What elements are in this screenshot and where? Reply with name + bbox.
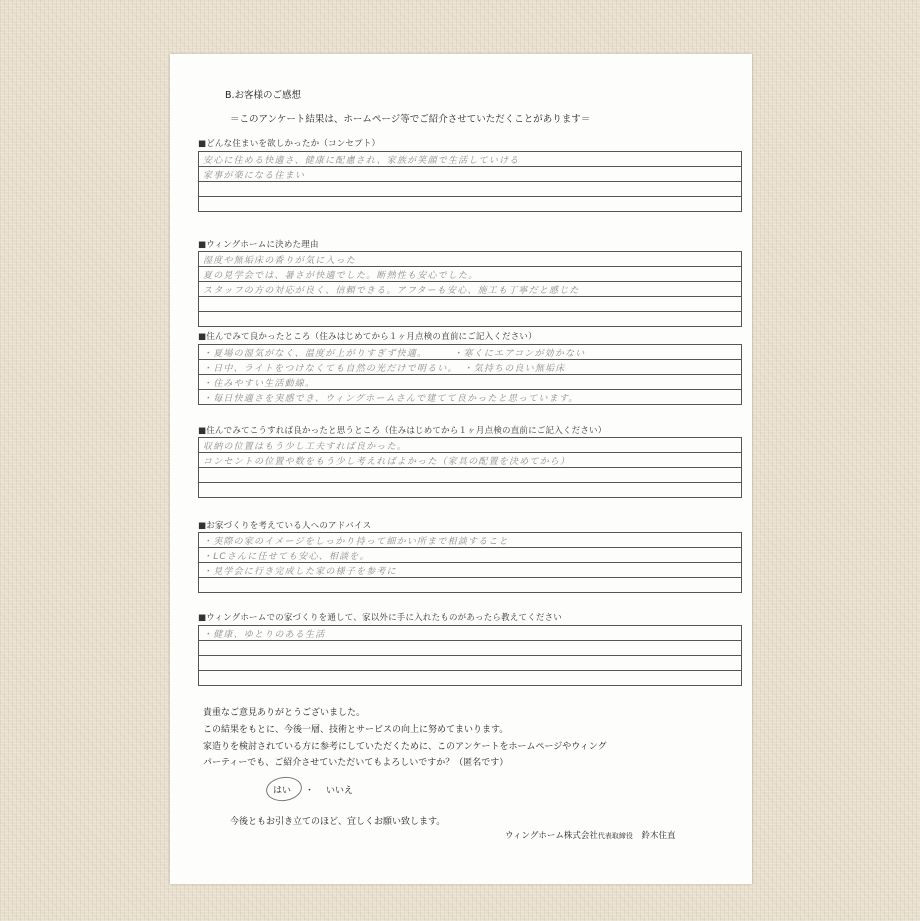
representative-title: 代表取締役 xyxy=(597,832,633,840)
consent-yes: はい xyxy=(273,786,292,796)
handwritten-answer: 夏の見学会では、暑さが快適でした。断熱性も安心でした。 xyxy=(203,271,479,281)
answer-box-improvements xyxy=(198,437,742,498)
handwritten-answer: ・見学会に行き完成した家の様子を参考に xyxy=(203,567,397,577)
question-concept: ■どんな住まいを欲しかったか（コンセプト） xyxy=(198,139,381,149)
question-reason: ■ウィングホームに決めた理由 xyxy=(198,240,319,250)
notice-text: ＝このアンケート結果は、ホームページ等でご紹介させていただくことがあります＝ xyxy=(230,114,591,125)
section-heading: B.お客様のご感想 xyxy=(225,90,302,101)
answer-line xyxy=(199,671,741,686)
company-name: ウィングホーム株式会社 xyxy=(505,831,598,841)
handwritten-answer: ・日中、ライトをつけなくても自然の光だけで明るい。 ・気持ちの良い無垢床 xyxy=(203,364,566,374)
answer-line xyxy=(199,182,741,197)
handwritten-answer: ・夏場の湿気がなく、温度が上がりすぎず快適。 ・寒くにエアコンが効かない xyxy=(203,349,586,359)
answer-line xyxy=(199,297,741,312)
answer-line xyxy=(199,641,741,656)
answer-line xyxy=(199,197,741,212)
answer-line xyxy=(199,360,741,375)
question-improvements: ■住んでみてこうすれば良かったと思うところ（住みはじめてから１ヶ月点検の直前にご記入ください） xyxy=(198,426,607,436)
question-good-points: ■住んでみて良かったところ（住みはじめてから１ヶ月点検の直前にご記入ください） xyxy=(198,332,537,342)
closing-line-2: この結果をもとに、今後一層、技術とサービスの向上に努めてまいります。 xyxy=(203,725,509,735)
handwritten-answer: ・住みやすい生活動線。 xyxy=(203,379,316,389)
representative-name: 鈴木住直 xyxy=(641,831,676,841)
answer-box-reason xyxy=(198,251,742,327)
answer-line xyxy=(199,483,741,498)
consent-separator: ・ xyxy=(305,786,315,796)
answer-line xyxy=(199,563,741,578)
handwritten-answer: コンセントの位置や数をもう少し考えればよかった（家具の配置を決めてから） xyxy=(203,457,571,467)
closing-line-4: パーティーでも、ご紹介させていただいてもよろしいですか？（匿名です） xyxy=(203,758,509,768)
answer-line xyxy=(199,548,741,563)
answer-line xyxy=(199,152,741,167)
answer-line xyxy=(199,468,741,483)
closing-line-3: 家造りを検討されている方に参考にしていただくために、このアンケートをホームページやウィング xyxy=(203,742,607,752)
handwritten-answer: ・LCさんに任せても安心、相談を。 xyxy=(203,552,370,562)
handwritten-answer: ・健康、ゆとりのある生活 xyxy=(203,630,326,640)
answer-line xyxy=(199,656,741,671)
answer-line xyxy=(199,267,741,282)
survey-sheet xyxy=(170,54,752,884)
closing-line-1: 貴重なご意見ありがとうございました。 xyxy=(203,708,366,718)
handwritten-answer: 湿度や無垢床の香りが気に入った xyxy=(203,256,357,266)
handwritten-answer: 収納の位置はもう少し工夫すれば良かった。 xyxy=(203,442,408,452)
answer-line xyxy=(199,312,741,327)
answer-box-concept xyxy=(198,151,742,212)
company-signature xyxy=(505,829,676,841)
farewell-text: 今後ともお引き立てのほど、宜しくお願い致します。 xyxy=(230,817,446,827)
consent-no: いいえ xyxy=(326,786,354,796)
answer-line xyxy=(199,167,741,182)
answer-line xyxy=(199,390,741,405)
answer-box-good-points xyxy=(198,344,742,405)
answer-line xyxy=(199,626,741,641)
answer-line xyxy=(199,453,741,468)
answer-line xyxy=(199,438,741,453)
handwritten-answer: 安心に住める快適さ、健康に配慮され、家族が笑顔で生活していける xyxy=(203,156,520,166)
question-advice: ■お家づくりを考えている人へのアドバイス xyxy=(198,521,372,531)
answer-line xyxy=(199,282,741,297)
answer-line xyxy=(199,375,741,390)
handwritten-answer: スタッフの方の対応が良く、信頼できる。アフターも安心、施工も丁寧だと感じた xyxy=(203,286,580,296)
question-gained: ■ウィングホームでの家づくりを通して、家以外に手に入れたものがあったら教えてください xyxy=(198,613,563,623)
answer-box-gained xyxy=(198,625,742,686)
answer-line xyxy=(199,345,741,360)
handwritten-answer: ・毎日快適さを実感でき、ウィングホームさんで建てて良かったと思っています。 xyxy=(203,394,579,404)
handwritten-answer: ・実際の家のイメージをしっかり持って細かい所まで相談すること xyxy=(203,537,509,547)
answer-line xyxy=(199,533,741,548)
handwritten-answer: 家事が楽になる住まい xyxy=(203,171,306,181)
answer-box-advice xyxy=(198,532,742,593)
answer-line xyxy=(199,252,741,267)
answer-line xyxy=(199,578,741,593)
